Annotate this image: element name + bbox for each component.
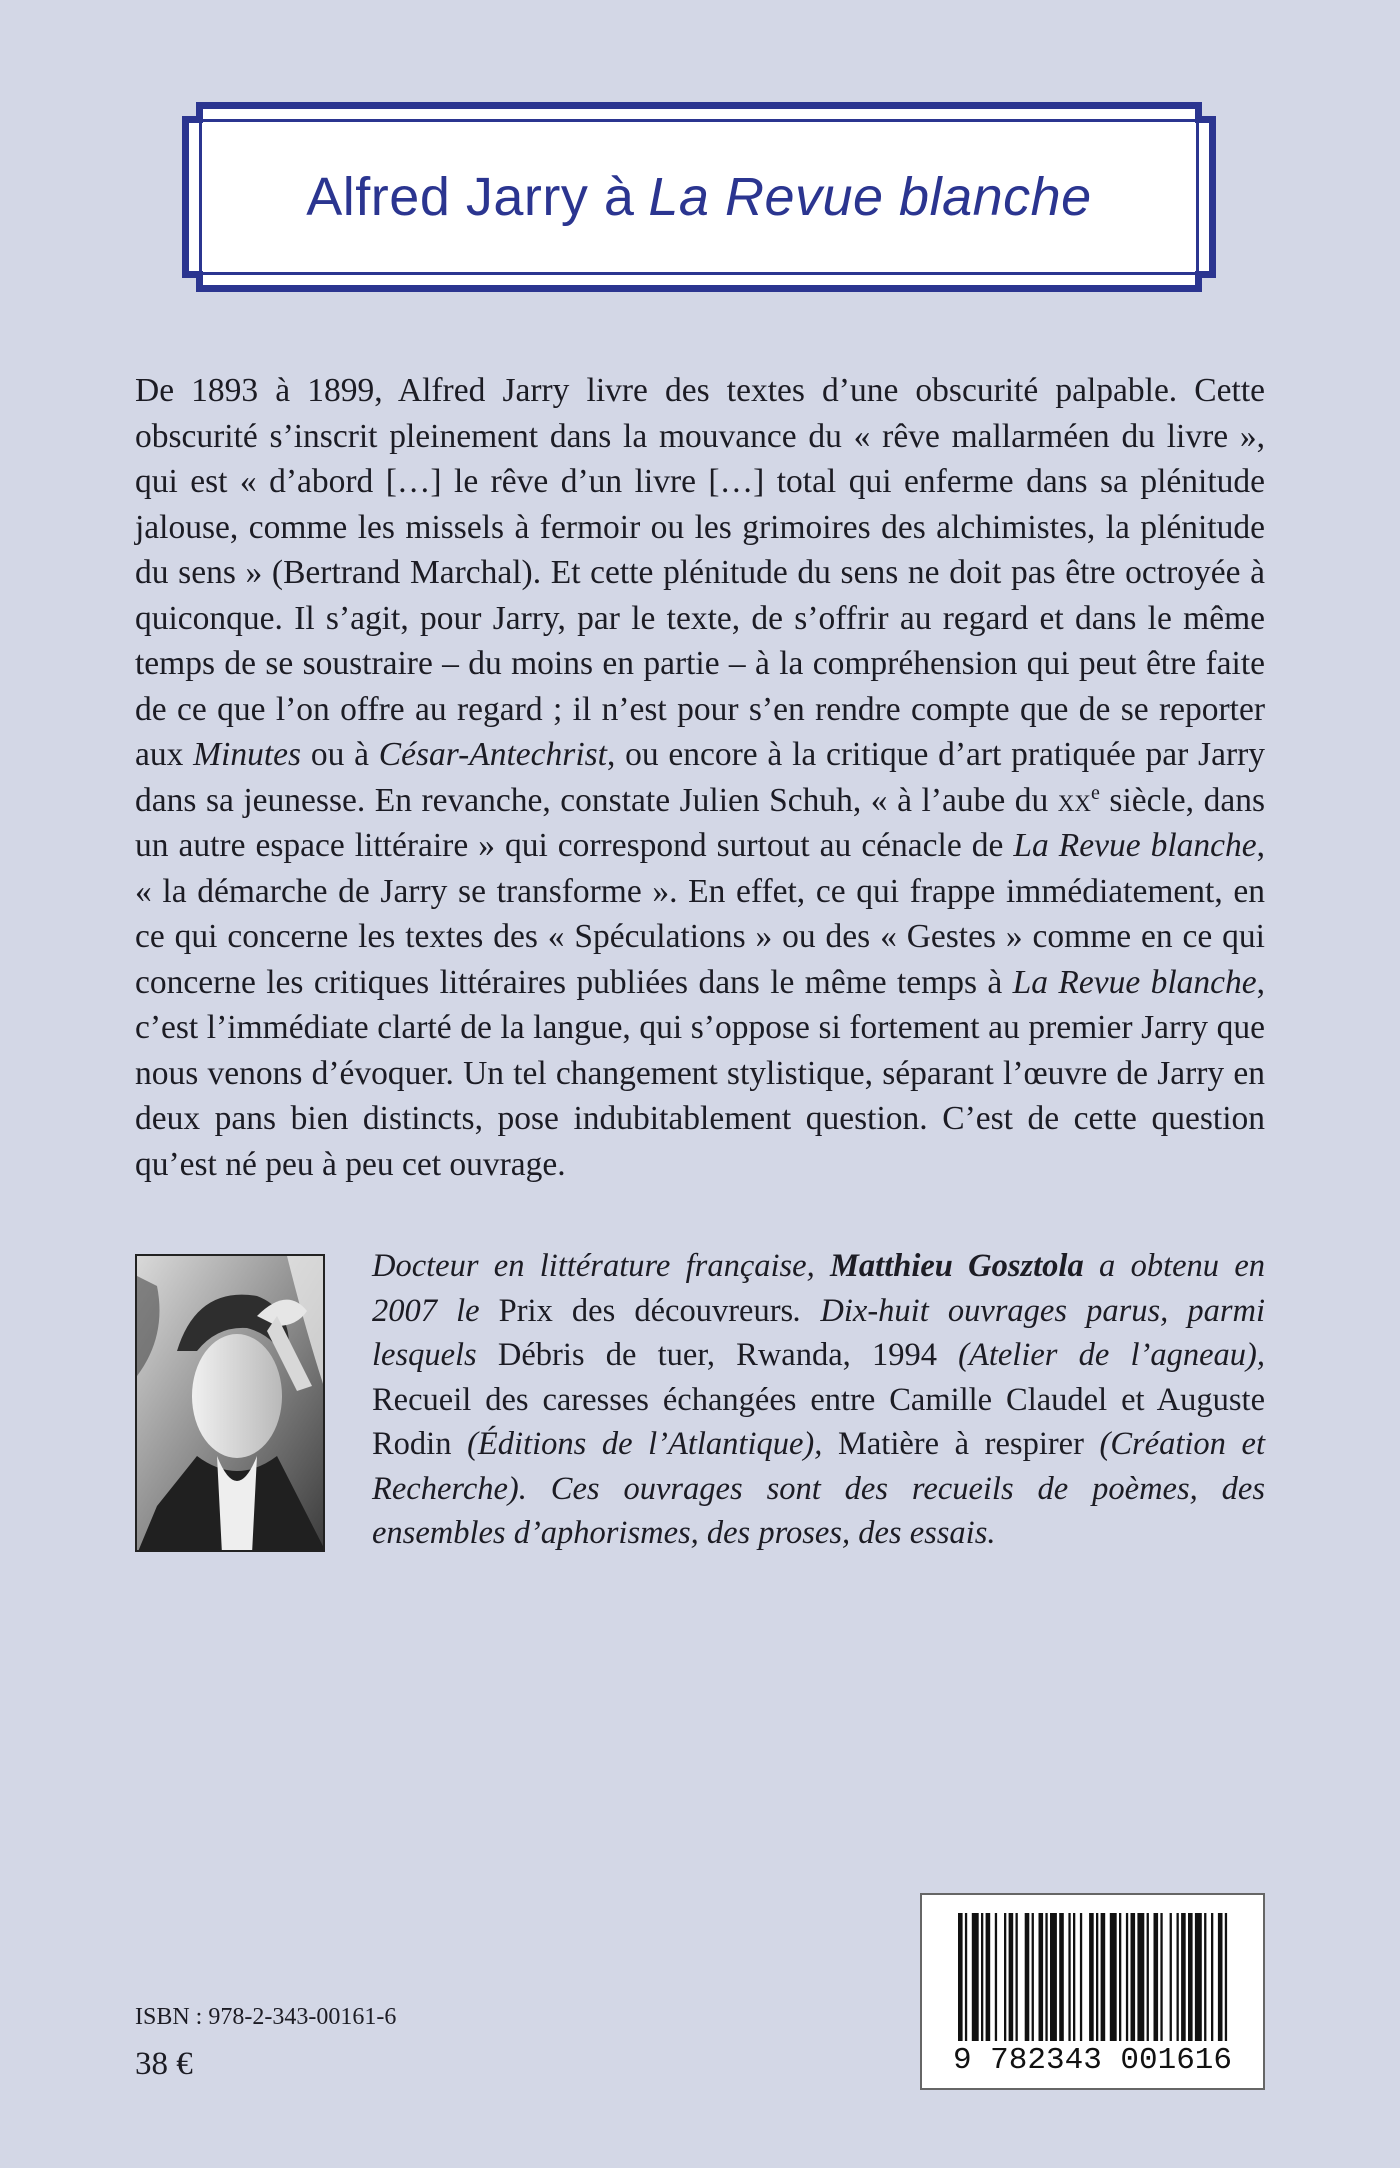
bio-text: (Éditions de l’Atlantique), [451, 1426, 838, 1462]
barcode-bar [958, 1913, 963, 2041]
barcode-bar [1039, 1913, 1044, 2041]
barcode-bar [981, 1913, 983, 2041]
barcode-bar [1170, 1913, 1172, 2041]
title-frame [182, 102, 1216, 292]
desc-text: , ou encore à la critique d’art pratiquée par Jarry dans sa jeunesse. En revanche, constate Julien Schuh, « à l’aube du [135, 736, 1266, 819]
bio-text: . Dix-huit ouvrages parus, parmi lesquels [372, 1292, 1265, 1373]
work-title: Débris de tuer, Rwanda, 1994 [497, 1337, 937, 1373]
barcode-bar [1204, 1913, 1206, 2041]
barcode-bar [1073, 1913, 1075, 2041]
desc-superscript: e [1091, 781, 1100, 804]
title-main: Alfred Jarry à [306, 167, 635, 227]
desc-text: , c’est l’immédiate clarté de la langue, qui s’oppose si fortement au premier Jarry que nous venons d’évoquer. Un tel changement stylistique, séparant l’œuvre de Jarry en deux pans bien distincts, pose indubitablement question. C’est de cette question qu’est né peu à peu cet ouvrage. [135, 963, 1266, 1183]
barcode-bar [1195, 1913, 1202, 2041]
desc-title-ref: Minutes [193, 736, 302, 773]
desc-text: De 1893 à 1899, Alfred Jarry livre des textes d’une obscurité palpable. Cette obscurité s’inscrit pleinement dans la mouvance du « rêve mallarméen du livre », qui est « d’abord […] le rêve d’un livre […] total qui enferme dans sa plénitude jalouse, comme les missels à fermoir ou les grimoires des alchimistes, la plénitude du sens » (Bertrand Marchal). Et cette plénitude du sens ne doit pas être octroyée à quiconque. Il s’agit, pour Jarry, par le texte, de s’offrir au regard et dans le même temps de se soustraire – du moins en partie – à la compréhension qui peut être faite de ce que l’on offre au regard ; il n’est pour s’en rendre compte que de se reporter aux [135, 372, 1265, 773]
desc-text: siècle, dans un autre espace littéraire » qui correspond surtout au cénacle de [135, 781, 1265, 864]
barcode-bar [1080, 1913, 1082, 2041]
barcode-bar [1211, 1913, 1213, 2041]
desc-text: ou à [301, 736, 379, 773]
barcode-bar [1101, 1913, 1106, 2041]
barcode-bar [1025, 1913, 1030, 2041]
barcode-bar [1032, 1913, 1034, 2041]
barcode-bar [986, 1913, 991, 2041]
barcode-bar [995, 1913, 997, 2041]
isbn-label: ISBN : 978-2-343-00161-6 [135, 2004, 397, 2030]
book-title [202, 122, 1196, 272]
title-italic: La Revue blanche [648, 167, 1092, 227]
award-name: Prix des découvreurs [498, 1292, 794, 1329]
barcode-bar [1154, 1913, 1159, 2041]
barcode-bar [972, 1913, 979, 2041]
bio-text: Docteur en littérature française, [372, 1248, 831, 1284]
barcode-bar [1089, 1913, 1094, 2041]
bio-text: a obtenu en 2007 le [372, 1248, 1265, 1329]
barcode-bar [1131, 1913, 1136, 2041]
work-title: Matière à respirer [837, 1426, 1084, 1462]
barcode-bar [1147, 1913, 1149, 2041]
desc-title-ref: César-Antechrist [378, 736, 607, 773]
barcode-bar [1181, 1913, 1186, 2041]
price-label: 38 € [135, 2046, 193, 2082]
desc-title-ref: La Revue blanche [1013, 827, 1257, 864]
barcode-bars [958, 1913, 1231, 2041]
barcode-bar [1059, 1913, 1064, 2041]
author-portrait-image [137, 1256, 325, 1552]
barcode-bar [1045, 1913, 1047, 2041]
author-bio [372, 1244, 1265, 1556]
author-photo [135, 1254, 325, 1552]
barcode-digits: 9 782343 001616 [952, 2043, 1233, 2078]
barcode-bar [1188, 1913, 1193, 2041]
desc-century: xx [1057, 781, 1091, 819]
barcode-bar [1225, 1913, 1227, 2041]
barcode-bar [965, 1913, 967, 2041]
desc-text: , « la démarche de Jarry se transforme ». En effet, ce qui frappe immédiatement, en ce qui concerne les textes des « Spéculations » ou des « Gestes » comme en ce qui concerne les critiques littéraires publiées dans le même temps à [135, 827, 1265, 1001]
barcode-bar [1009, 1913, 1014, 2041]
barcode-bar [1126, 1913, 1128, 2041]
barcode-bar [1004, 1913, 1006, 2041]
book-description [135, 368, 1265, 1187]
barcode-bar [1110, 1913, 1117, 2041]
barcode-bar [1016, 1913, 1018, 2041]
bio-text: (Atelier de l’agneau), [936, 1337, 1265, 1373]
bio-text: (Création et Recherche). Ces ouvrages sont des recueils de poèmes, des ensembles d’aphorismes, des proses, des essais. [372, 1426, 1265, 1551]
barcode-bar [1050, 1913, 1057, 2041]
title-inner-border [199, 119, 1199, 275]
barcode-bar [1177, 1913, 1179, 2041]
barcode-bar [1119, 1913, 1121, 2041]
barcode-bar [1137, 1913, 1144, 2041]
barcode-bar [1160, 1913, 1162, 2041]
barcode-bar [1068, 1913, 1070, 2041]
barcode-bar [1218, 1913, 1223, 2041]
author-name: Matthieu Gosztola [830, 1248, 1084, 1284]
barcode [920, 1893, 1265, 2090]
barcode-bar [1096, 1913, 1098, 2041]
desc-title-ref: La Revue blanche [1012, 963, 1257, 1001]
work-title: Recueil des caresses échangées entre Camille Claudel et Auguste Rodin [372, 1381, 1265, 1462]
